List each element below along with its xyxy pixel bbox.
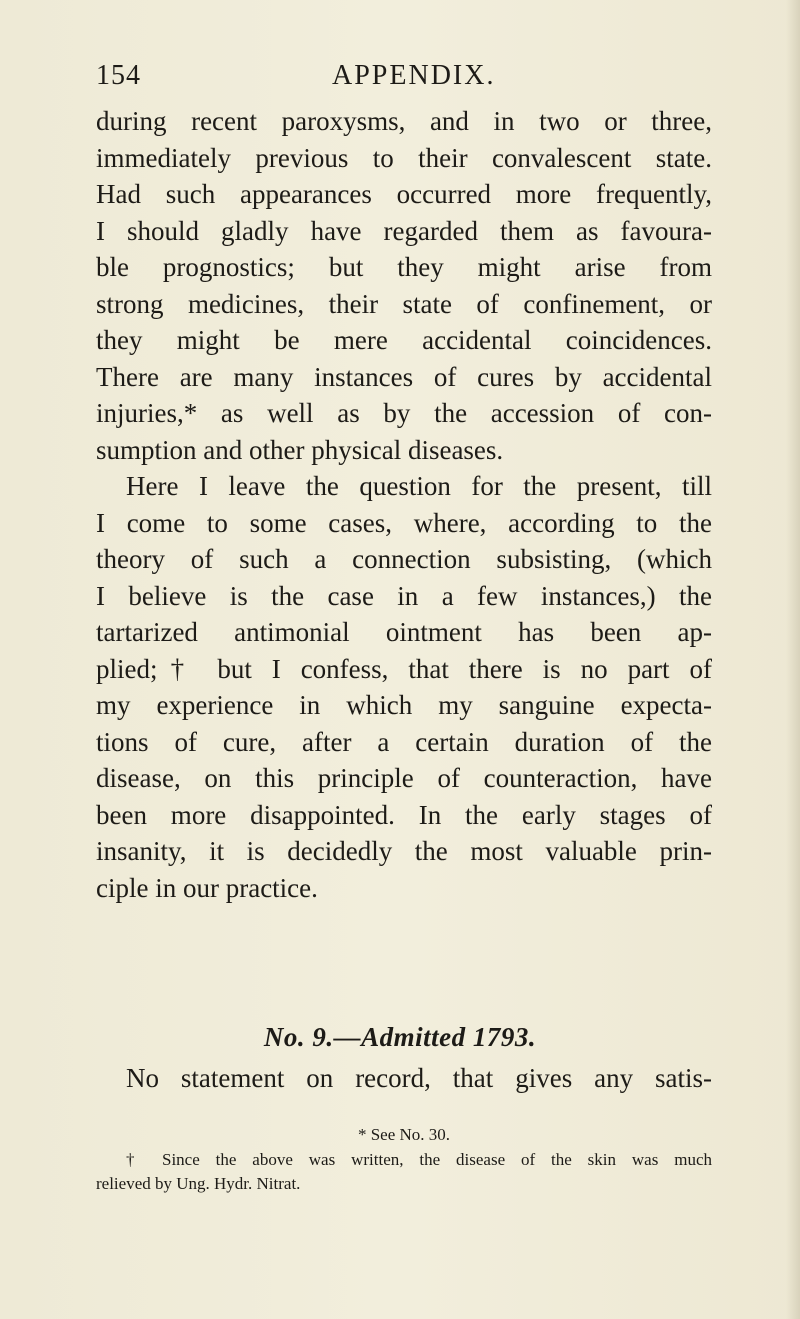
- page-number: 154: [96, 60, 141, 91]
- running-head: [96, 60, 716, 100]
- page-edge-shadow: [786, 0, 800, 1319]
- text-line: I believe is the case in a few instances,) the: [96, 580, 712, 611]
- text-line: tartarized antimonial ointment has been ap-: [96, 617, 712, 647]
- footnote-continuation: relieved by Ung. Hydr. Nitrat.: [96, 1174, 301, 1193]
- text-line: ble prognostics; but they might arise from: [96, 252, 712, 282]
- text-line: injuries,* as well as by the accession of con-: [96, 398, 712, 428]
- running-title: APPENDIX.: [332, 60, 496, 91]
- footnotes: [96, 1122, 712, 1196]
- text-line: I come to some cases, where, according to the: [96, 507, 712, 538]
- text-line: been more disappointed. In the early stages of: [96, 799, 712, 830]
- body-text: [96, 103, 712, 906]
- text-line: during recent paroxysms, and in two or three,: [96, 106, 712, 136]
- text-line: theory of such a connection subsisting, (which: [96, 544, 712, 574]
- text-line: strong medicines, their state of confinement, or: [96, 288, 712, 319]
- footnote: * See No. 30.: [357, 1125, 451, 1144]
- text-line: sumption and other physical diseases.: [96, 434, 504, 465]
- footnote: † Since the above was written, the disease of the skin was much: [126, 1150, 712, 1169]
- text-line: they might be mere accidental coincidences.: [96, 325, 712, 355]
- text-line: There are many instances of cures by accidental: [96, 361, 712, 392]
- text-line: my experience in which my sanguine expecta-: [96, 690, 712, 720]
- text-line: disease, on this principle of counteraction, have: [96, 763, 712, 793]
- text-line: immediately previous to their convalescent state.: [96, 142, 712, 173]
- text-line: tions of cure, after a certain duration of the: [96, 726, 712, 757]
- section-heading: No. 9.—Admitted 1793.: [263, 1022, 537, 1052]
- text-line: plied;† but I confess, that there is no part of: [96, 653, 712, 684]
- text-line: ciple in our practice.: [96, 872, 318, 903]
- text-line: Here I leave the question for the present, till: [126, 471, 712, 501]
- text-line: I should gladly have regarded them as favoura-: [96, 215, 712, 246]
- text-line: insanity, it is decidedly the most valuable prin-: [96, 836, 712, 866]
- section-first-line: No statement on record, that gives any satis-: [126, 1063, 712, 1093]
- text-line: Had such appearances occurred more frequently,: [96, 179, 712, 209]
